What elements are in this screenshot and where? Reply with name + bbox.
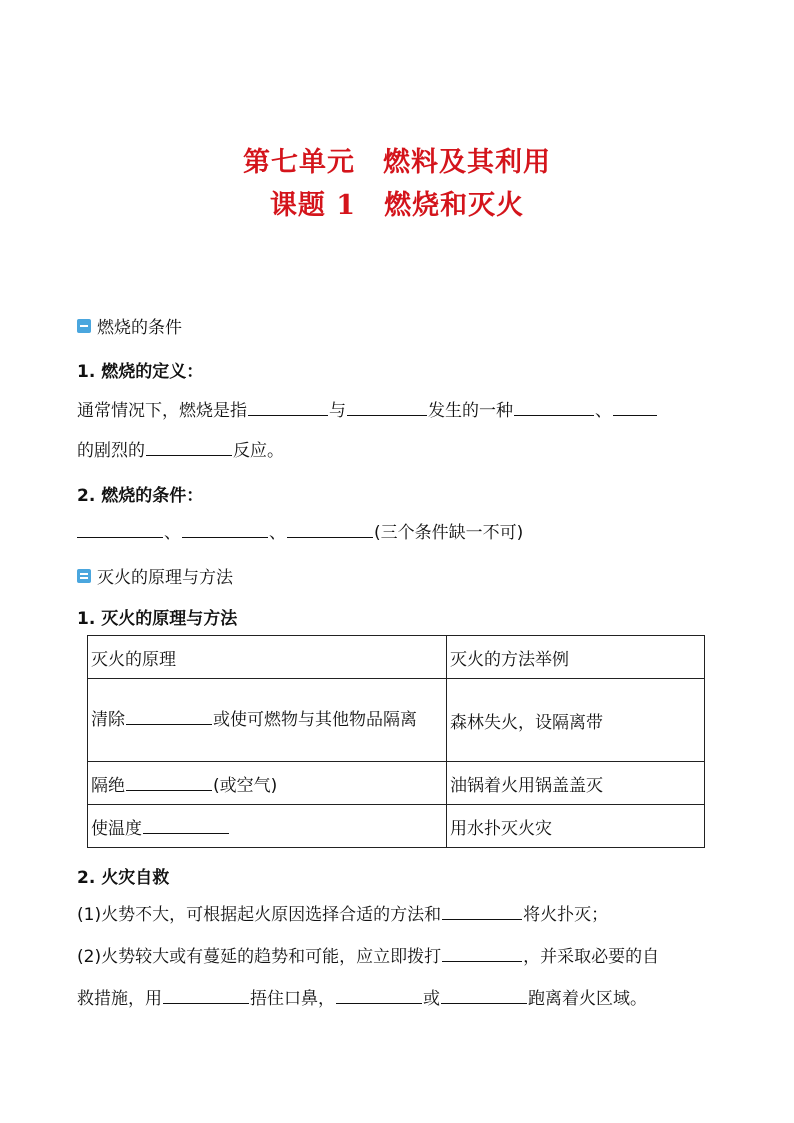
rescue-line-2 — [77, 945, 722, 968]
table-row — [88, 805, 705, 848]
table-cell — [88, 679, 447, 762]
text-segment: 通常情况下，燃烧是指 — [77, 401, 247, 421]
blank-field[interactable] — [514, 399, 594, 416]
table-header-cell: 灭火的方法举例 — [447, 636, 705, 679]
text-segment: 与 — [329, 401, 346, 421]
rescue-line-1 — [77, 903, 722, 926]
page-title-lesson: 课题 1 燃烧和灭火 — [269, 190, 525, 221]
blank-field[interactable] — [347, 399, 427, 416]
text-segment: (三个条件缺一不可) — [374, 523, 524, 543]
extinguishing-table — [87, 635, 705, 848]
text-segment: 的剧烈的 — [77, 441, 145, 461]
text-segment: 或 — [423, 989, 440, 1009]
blank-field[interactable] — [126, 708, 212, 725]
text-segment: ，并采取必要的自 — [523, 947, 660, 967]
blank-field[interactable] — [442, 903, 522, 920]
subheading-principles: 1. 灭火的原理与方法 — [77, 609, 238, 629]
blank-field[interactable] — [336, 987, 422, 1004]
blank-field[interactable] — [143, 817, 229, 834]
text-segment: (1)火势不大，可根据起火原因选择合适的方法和 — [77, 905, 442, 925]
text-segment: 清除 — [91, 710, 125, 730]
subheading-conditions: 2. 燃烧的条件： — [77, 486, 204, 506]
text-segment: 将火扑灭； — [523, 905, 609, 925]
section-one-icon — [77, 319, 91, 333]
table-cell — [88, 762, 447, 805]
table-cell: 森林失火，设隔离带 — [447, 679, 705, 762]
blank-field[interactable] — [248, 399, 328, 416]
blank-field[interactable] — [613, 399, 657, 416]
section-heading-label: 燃烧的条件 — [97, 318, 182, 338]
table-cell: 油锅着火用锅盖盖灭 — [447, 762, 705, 805]
section-heading-combustion-conditions — [77, 313, 182, 338]
table-header-cell: 灭火的原理 — [88, 636, 447, 679]
conditions-line — [77, 521, 722, 544]
text-segment: 捂住口鼻， — [250, 989, 335, 1009]
text-segment: 反应。 — [233, 441, 284, 461]
text-segment: 、 — [269, 523, 286, 543]
blank-field[interactable] — [442, 945, 522, 962]
blank-field[interactable] — [441, 987, 527, 1004]
text-segment: 隔绝 — [91, 775, 125, 796]
rescue-line-3 — [77, 987, 722, 1010]
blank-field[interactable] — [182, 521, 268, 538]
text-segment: 使温度 — [91, 818, 142, 839]
text-segment: 、 — [595, 401, 612, 421]
blank-field[interactable] — [146, 439, 232, 456]
subheading-fire-self-rescue: 2. 火灾自救 — [77, 868, 170, 888]
text-segment: 、 — [164, 523, 181, 543]
blank-field[interactable] — [126, 774, 212, 791]
table-cell: 用水扑灭火灾 — [447, 805, 705, 848]
text-segment: 跑离着火区域。 — [528, 989, 647, 1009]
text-segment: (2)火势较大或有蔓延的趋势和可能，应立即拨打 — [77, 947, 442, 967]
blank-field[interactable] — [287, 521, 373, 538]
table-row — [88, 762, 705, 805]
section-heading-label: 灭火的原理与方法 — [97, 568, 233, 588]
definition-line-1 — [77, 399, 722, 422]
table-cell — [88, 805, 447, 848]
definition-line-2 — [77, 439, 722, 462]
section-heading-extinguishing — [77, 563, 233, 588]
subheading-definition: 1. 燃烧的定义： — [77, 362, 204, 382]
text-segment: 救措施，用 — [77, 989, 162, 1009]
page-title-unit: 第七单元 燃料及其利用 — [243, 147, 551, 178]
table-row — [88, 636, 705, 679]
section-two-icon — [77, 569, 91, 583]
blank-field[interactable] — [163, 987, 249, 1004]
blank-field[interactable] — [77, 521, 163, 538]
text-segment: 发生的一种 — [428, 401, 513, 421]
table-row — [88, 679, 705, 762]
text-segment: (或空气) — [213, 775, 278, 796]
text-segment: 或使可燃物与其他物品隔离 — [213, 710, 417, 730]
